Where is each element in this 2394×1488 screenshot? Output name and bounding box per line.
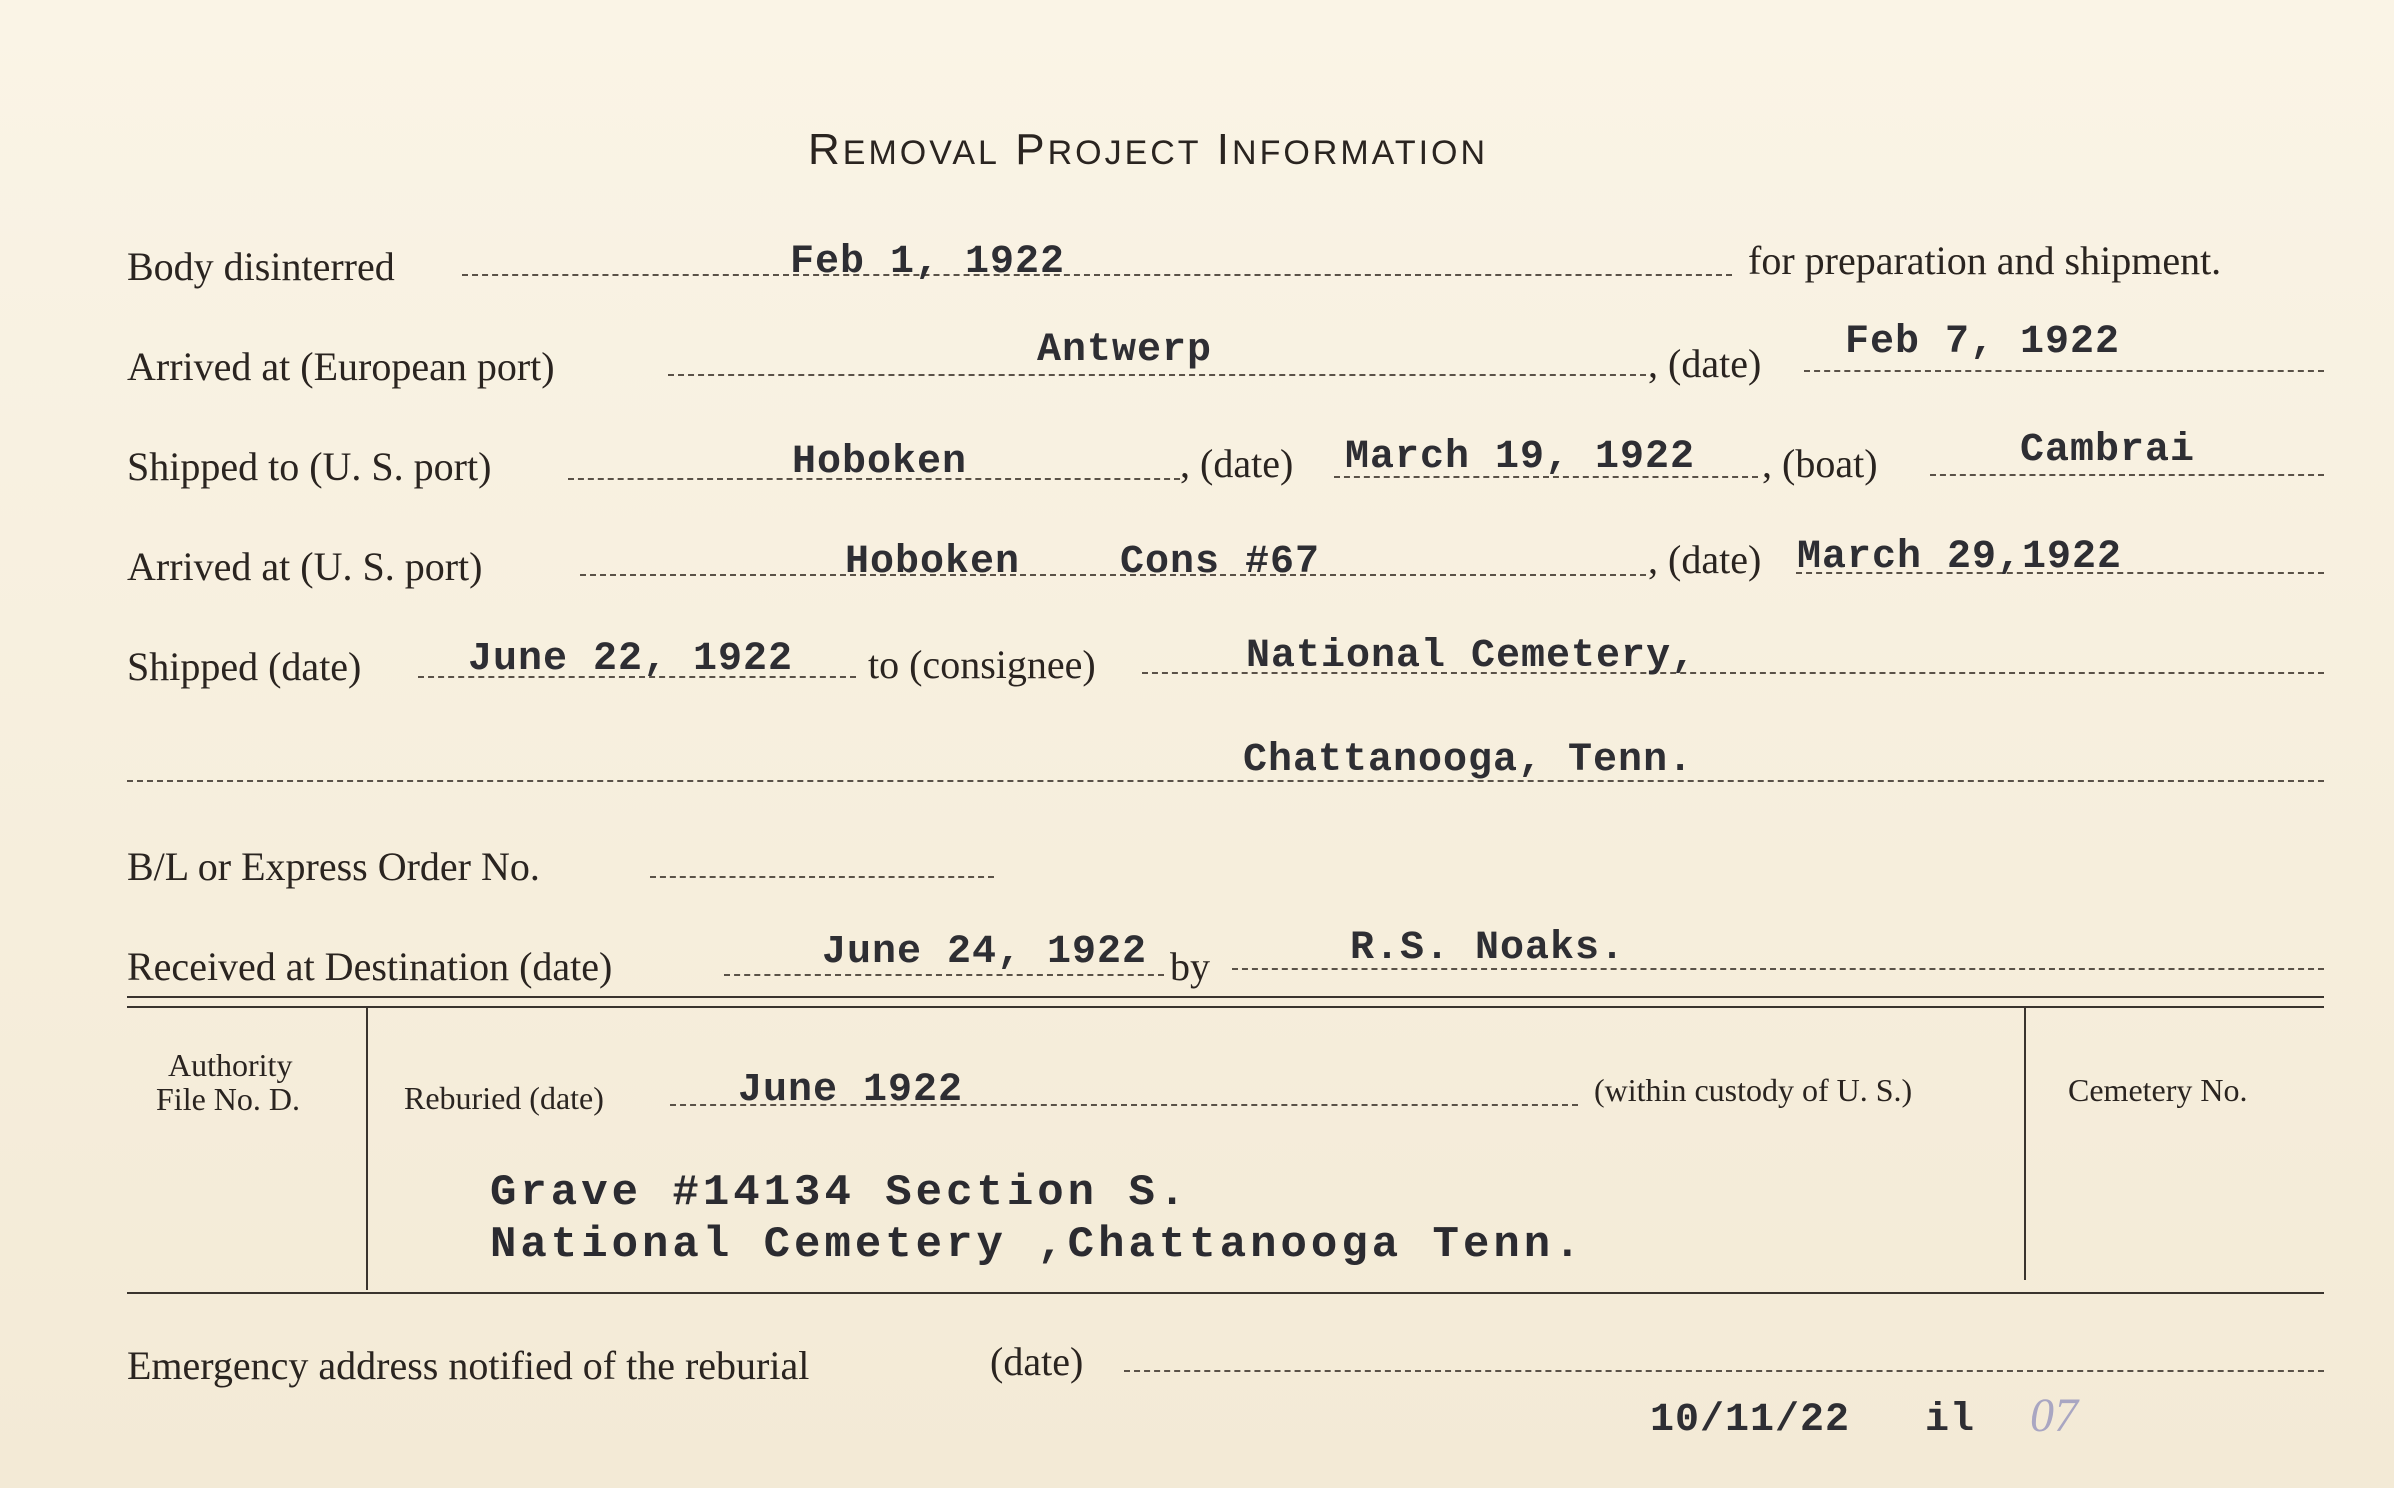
box-divider-right [2024, 1008, 2026, 1280]
received-label: Received at Destination (date) [127, 944, 613, 989]
disinterred-suffix: for preparation and shipment. [1748, 238, 2222, 283]
received-date-value: June 24, 1922 [822, 930, 1148, 975]
custody-note: (within custody of U. S.) [1594, 1072, 1913, 1108]
shipped-us-label: Shipped to (U. S. port) [127, 444, 492, 489]
reburied-value: June 1922 [738, 1068, 964, 1113]
shipped-us-port-value: Hoboken [792, 440, 968, 485]
arrived-european-port-value: Antwerp [1037, 328, 1213, 373]
authority-label: Authority [168, 1047, 293, 1083]
box-top-rule-2 [127, 1006, 2324, 1008]
arrived-european-date-value: Feb 7, 1922 [1845, 320, 2121, 365]
bl-order-label: B/L or Express Order No. [127, 844, 540, 889]
grave-line1: Grave #14134 Section S. [490, 1168, 1190, 1218]
consignee-line1-value: National Cemetery, [1246, 634, 1697, 679]
emergency-initials: il [1925, 1398, 1976, 1443]
bl-order-dotted-line [650, 876, 994, 878]
disinterred-label: Body disinterred [127, 244, 395, 289]
arrived-us-dotted-line [580, 574, 1646, 576]
arrived-us-date-label: , (date) [1648, 537, 1762, 582]
shipped-us-boat-label: , (boat) [1762, 441, 1878, 486]
arrived-us-cons-value: Cons #67 [1120, 540, 1321, 585]
box-bottom-rule [127, 1292, 2324, 1294]
consignee-label: to (consignee) [868, 642, 1096, 687]
emergency-label: Emergency address notified of the reburial [127, 1343, 810, 1388]
arrived-european-label: Arrived at (European port) [127, 344, 555, 389]
shipped-us-boat-value: Cambrai [2020, 428, 2196, 473]
arrived-us-port-value: Hoboken [845, 540, 1021, 585]
reburied-label: Reburied (date) [404, 1080, 604, 1116]
emergency-date-label: (date) [990, 1339, 1084, 1384]
disinterred-value: Feb 1, 1922 [790, 240, 1066, 285]
shipped-date-value: June 22, 1922 [468, 637, 794, 682]
consignee-continuation-dotted-line [127, 780, 2324, 782]
box-top-rule-1 [127, 996, 2324, 998]
emergency-date-value: 10/11/22 [1650, 1398, 1851, 1443]
shipped-us-boat-dotted-line [1930, 474, 2324, 476]
box-divider-left [366, 1008, 368, 1290]
arrived-us-label: Arrived at (U. S. port) [127, 544, 483, 589]
arrived-us-date-value: March 29,1922 [1797, 535, 2123, 580]
pencil-mark: 07 [2030, 1389, 2078, 1442]
authority-file-label: File No. D. [156, 1081, 300, 1117]
arrived-european-date-label: , (date) [1648, 341, 1762, 386]
shipped-us-date-value: March 19, 1922 [1345, 435, 1696, 480]
cemetery-no-label: Cemetery No. [2068, 1072, 2248, 1108]
page-title: REMOVAL PROJECT INFORMATION [808, 125, 1489, 174]
consignee-line2-value: Chattanooga, Tenn. [1243, 738, 1694, 783]
shipped-us-date-label: , (date) [1180, 441, 1294, 486]
arrived-european-date-dotted-line [1804, 370, 2324, 372]
received-by-label: by [1170, 944, 1210, 989]
disinterred-dotted-line [462, 274, 1732, 276]
shipped-date-label: Shipped (date) [127, 644, 362, 689]
grave-line2: National Cemetery ,Chattanooga Tenn. [490, 1220, 1585, 1270]
received-by-value: R.S. Noaks. [1350, 926, 1626, 971]
emergency-dotted-line [1124, 1370, 2324, 1372]
arrived-european-dotted-line [668, 374, 1646, 376]
